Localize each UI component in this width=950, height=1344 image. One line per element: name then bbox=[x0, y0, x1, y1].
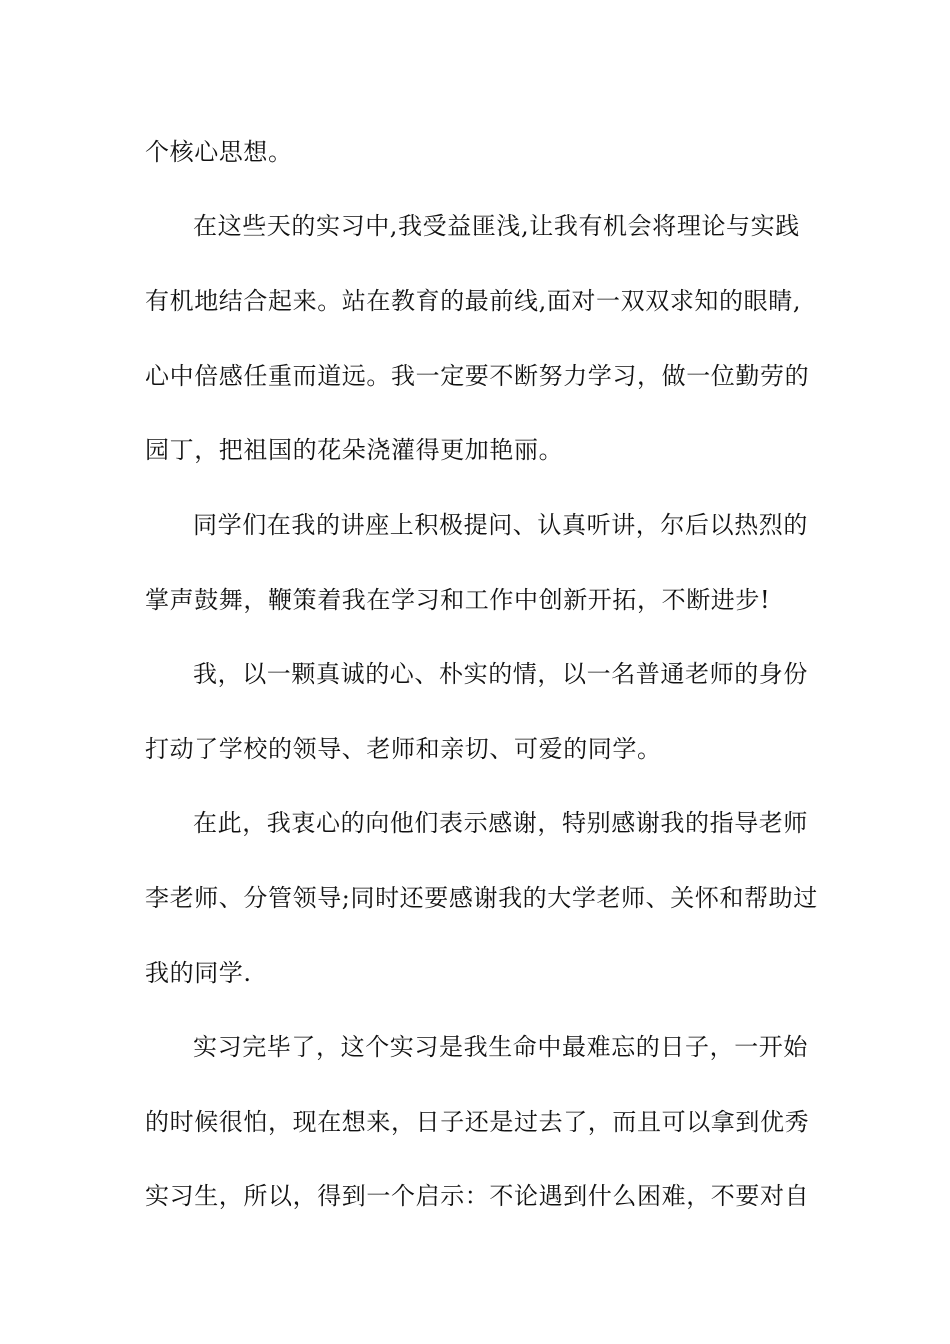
paragraph-first-line: 实习完毕了，这个实习是我生命中最难忘的日子，一开始 bbox=[193, 1033, 808, 1061]
paragraph-first-line: 我，以一颗真诚的心、朴实的情，以一名普通老师的身份 bbox=[193, 660, 808, 688]
text-line: 李老师、分管领导;同时还要感谢我的大学老师、关怀和帮助过 bbox=[145, 884, 818, 912]
text-line: 的时候很怕，现在想来，日子还是过去了，而且可以拿到优秀 bbox=[145, 1108, 810, 1136]
text-line: 园丁，把祖国的花朵浇灌得更加艳丽。 bbox=[145, 436, 564, 464]
paragraph-first-line: 在此，我衷心的向他们表示感谢，特别感谢我的指导老师 bbox=[193, 809, 808, 837]
text-line: 有机地结合起来。站在教育的最前线,面对一双双求知的眼睛, bbox=[145, 287, 802, 315]
text-line: 掌声鼓舞，鞭策着我在学习和工作中创新开拓，不断进步! bbox=[145, 586, 771, 614]
text-line: 我的同学. bbox=[145, 959, 252, 987]
text-line: 个核心思想。 bbox=[145, 138, 293, 166]
text-line: 实习生，所以，得到一个启示：不论遇到什么困难，不要对自 bbox=[145, 1182, 810, 1210]
text-line: 打动了学校的领导、老师和亲切、可爱的同学。 bbox=[145, 735, 662, 763]
paragraph-first-line: 同学们在我的讲座上积极提问、认真听讲，尔后以热烈的 bbox=[193, 511, 808, 539]
text-line: 心中倍感任重而道远。我一定要不断努力学习，做一位勤劳的 bbox=[145, 362, 810, 390]
paragraph-first-line: 在这些天的实习中,我受益匪浅,让我有机会将理论与实践 bbox=[193, 212, 800, 240]
